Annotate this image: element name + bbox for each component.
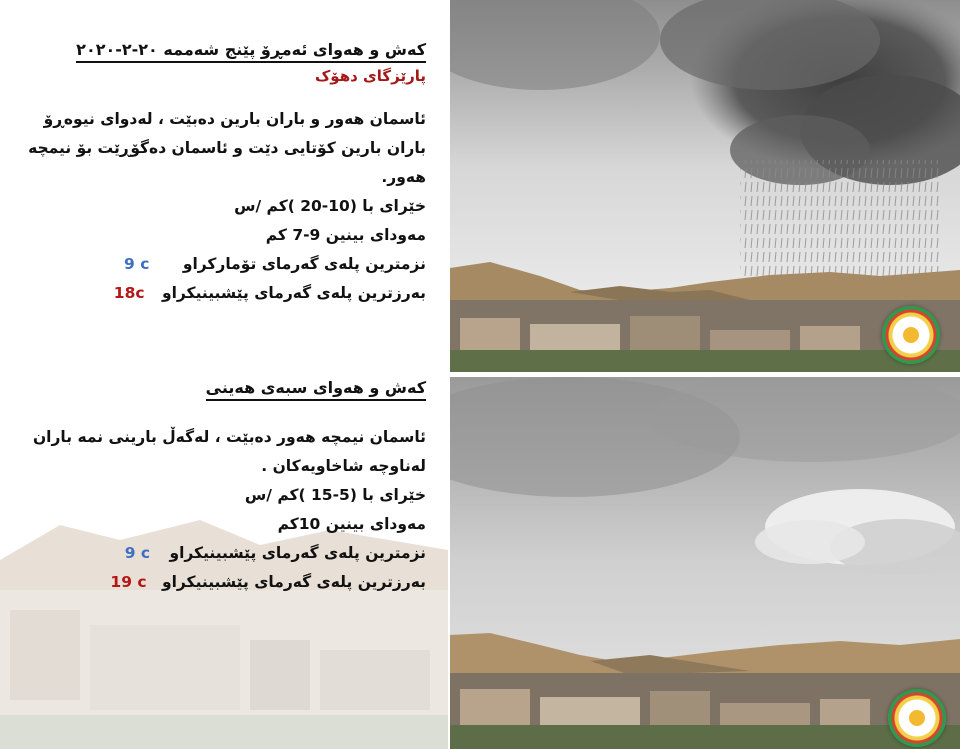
tomorrow-max-label: بەرزترین پلەی گەرمای پێشبینیکراو <box>161 573 426 591</box>
tomorrow-min-value: 9 c <box>124 544 151 562</box>
kurdistan-sun-logo-icon-2 <box>888 689 946 747</box>
rain-cloud-city-photo <box>450 0 960 372</box>
today-max-value: 18c <box>113 284 145 302</box>
today-max-label: بەرزترین پلەی گەرمای پێشبینیکراو <box>161 284 426 302</box>
forecast-text-panel <box>0 0 448 749</box>
tomorrow-max-temp <box>26 568 426 597</box>
tomorrow-description: ئاسمان نیمچە هەور دەبێت ، لەگەڵ بارینی نمە باران لەناوچە شاخاویەکان . <box>32 428 426 475</box>
tomorrow-min-temp <box>26 539 426 568</box>
today-visibility: مەودای بینین 9-7 کم <box>265 226 426 244</box>
tomorrow-visibility: مەودای بینین 10کم <box>277 515 426 533</box>
today-min-label: نزمترین پلەی گەرمای تۆمارکراو <box>182 255 426 273</box>
today-weather-photo <box>450 0 960 372</box>
tomorrow-forecast <box>26 378 426 597</box>
tomorrow-max-value: 19 c <box>110 573 147 591</box>
tomorrow-wind: خێرای با (5-15 )کم /س <box>244 486 426 504</box>
kurdistan-sun-logo-icon <box>882 306 940 364</box>
today-description: ئاسمان هەور و باران بارین دەبێت ، لەدوای نیوەڕۆ باران بارین کۆتایی دێت و ئاسمان دەگۆڕێت بۆ نیمچە هەور. <box>28 110 426 186</box>
tomorrow-weather-photo <box>450 377 960 749</box>
tomorrow-min-label: نزمترین پلەی گەرمای پێشبینیکراو <box>169 544 426 562</box>
partly-cloudy-city-photo <box>450 377 960 749</box>
today-forecast <box>26 40 426 308</box>
today-title: کەش و هەوای ئەمڕۆ پێنج شەممە ٢٠-٢-٢٠٢٠ <box>76 40 426 63</box>
today-max-temp <box>26 279 426 308</box>
tomorrow-title: کەش و هەوای سبەی هەینی <box>206 378 426 401</box>
today-min-temp <box>26 250 426 279</box>
today-min-value: 9 c <box>124 255 150 273</box>
today-wind: خێرای با (10-20 )کم /س <box>234 197 426 215</box>
region-label: پارێزگای دهۆک <box>314 67 426 85</box>
